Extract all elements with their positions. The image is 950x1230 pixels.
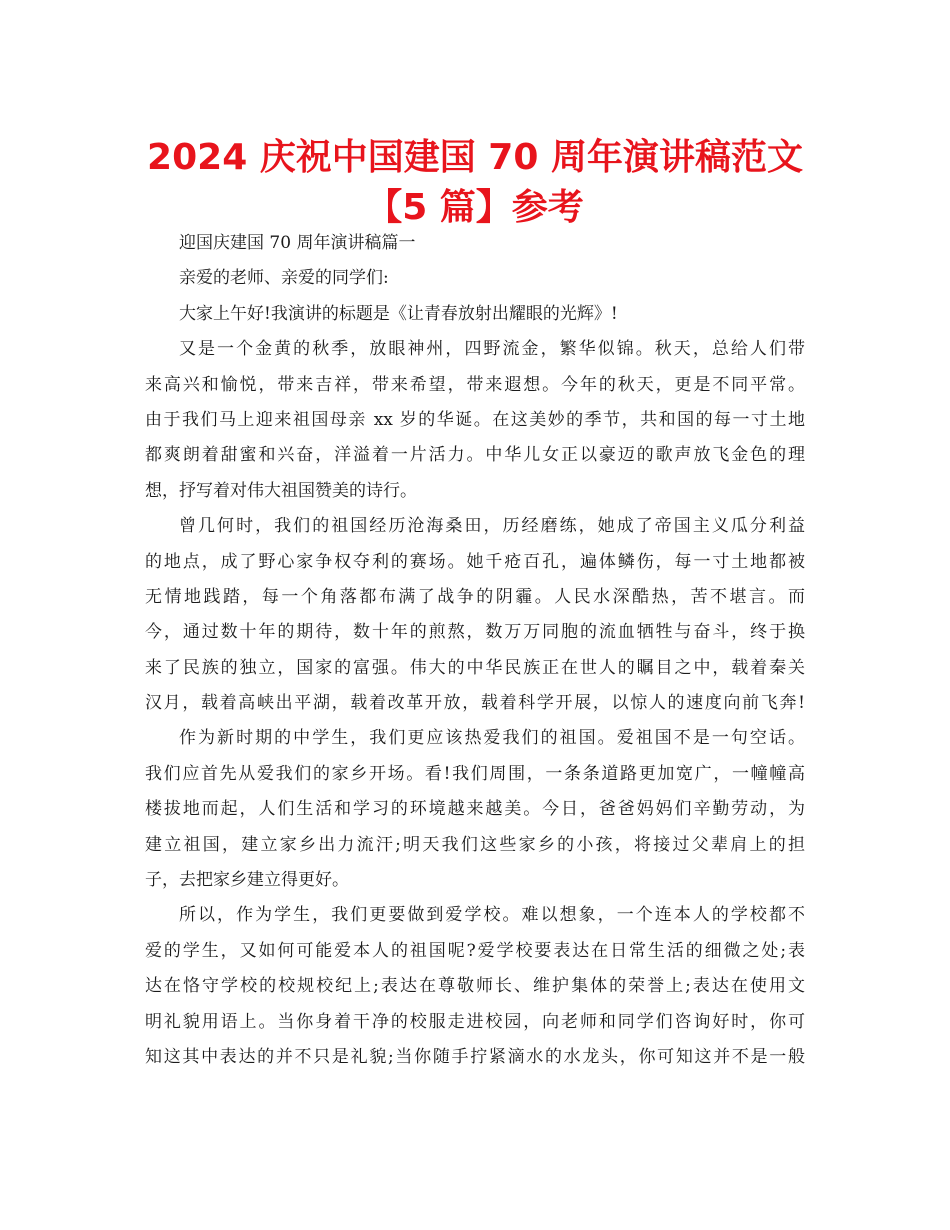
text-line: 又是一个金黄的秋季，放眼神州，四野流金，繁华似锦。秋天，总给人们带 <box>179 339 805 360</box>
text-line: 来了民族的独立，国家的富强。伟大的中华民族正在世人的瞩目之中，载着秦关 <box>145 657 805 678</box>
text-line: 作为新时期的中学生，我们更应该热爱我们的祖国。爱祖国不是一句空话。 <box>179 728 805 749</box>
text-line: 汉月，载着高峡出平湖，载着改革开放，载着科学开展，以惊人的速度向前飞奔! <box>145 693 805 714</box>
document-title-line-2: 【5 篇】参考 <box>366 187 584 228</box>
text-line: 所以，作为学生，我们更要做到爱学校。难以想象，一个连本人的学校都不 <box>179 905 805 926</box>
text-line: 我们应首先从爱我们的家乡开场。看!我们周围，一条条道路更加宽广，一幢幢高 <box>145 763 805 784</box>
text-line: 来高兴和愉悦，带来吉祥，带来希望，带来遐想。今年的秋天，更是不同平常。 <box>145 374 805 395</box>
document-body <box>145 226 805 1075</box>
salutation: 亲爱的老师、亲爱的同学们: <box>179 268 389 289</box>
text-line: 明礼貌用语上。当你身着干净的校服走进校园，向老师和同学们咨询好时，你可 <box>145 1011 805 1032</box>
section-heading: 迎国庆建国 70 周年演讲稿篇一 <box>179 233 416 253</box>
text-line: 达在恪守学校的校规校纪上;表达在尊敬师长、维护集体的荣誉上;表达在使用文 <box>145 976 805 997</box>
text-line: 曾几何时，我们的祖国经历沧海桑田，历经磨练，她成了帝国主义瓜分利益 <box>179 516 805 537</box>
text-line: 想，抒写着对伟大祖国赞美的诗行。 <box>145 480 417 501</box>
text-line: 子，去把家乡建立得更好。 <box>145 870 349 891</box>
document-title-line-1: 2024 庆祝中国建国 70 周年演讲稿范文 <box>147 137 803 178</box>
text-line: 大家上午好!我演讲的标题是《让青春放射出耀眼的光辉》! <box>179 303 618 324</box>
text-line: 建立祖国，建立家乡出力流汗;明天我们这些家乡的小孩，将接过父辈肩上的担 <box>145 834 805 855</box>
text-line: 由于我们马上迎来祖国母亲 xx 岁的华诞。在这美妙的季节，共和国的每一寸土地 <box>145 409 805 430</box>
text-line: 知这其中表达的并不只是礼貌;当你随手拧紧滴水的水龙头，你可知这并不是一般 <box>145 1046 805 1067</box>
text-line: 今，通过数十年的期待，数十年的煎熬，数万万同胞的流血牺牲与奋斗，终于换 <box>145 622 805 643</box>
text-line: 的地点，成了野心家争权夺利的赛场。她千疮百孔，遍体鳞伤，每一寸土地都被 <box>145 551 805 572</box>
text-line: 无情地践踏，每一个角落都布满了战争的阴霾。人民水深酷热，苦不堪言。而 <box>145 586 805 607</box>
text-line: 楼拔地而起，人们生活和学习的环境越来越美。今日，爸爸妈妈们辛勤劳动，为 <box>145 799 805 820</box>
text-line: 爱的学生，又如何可能爱本人的祖国呢?爱学校要表达在日常生活的细微之处;表 <box>145 940 805 961</box>
text-line: 都爽朗着甜蜜和兴奋，洋溢着一片活力。中华儿女正以豪迈的歌声放飞金色的理 <box>145 445 805 466</box>
